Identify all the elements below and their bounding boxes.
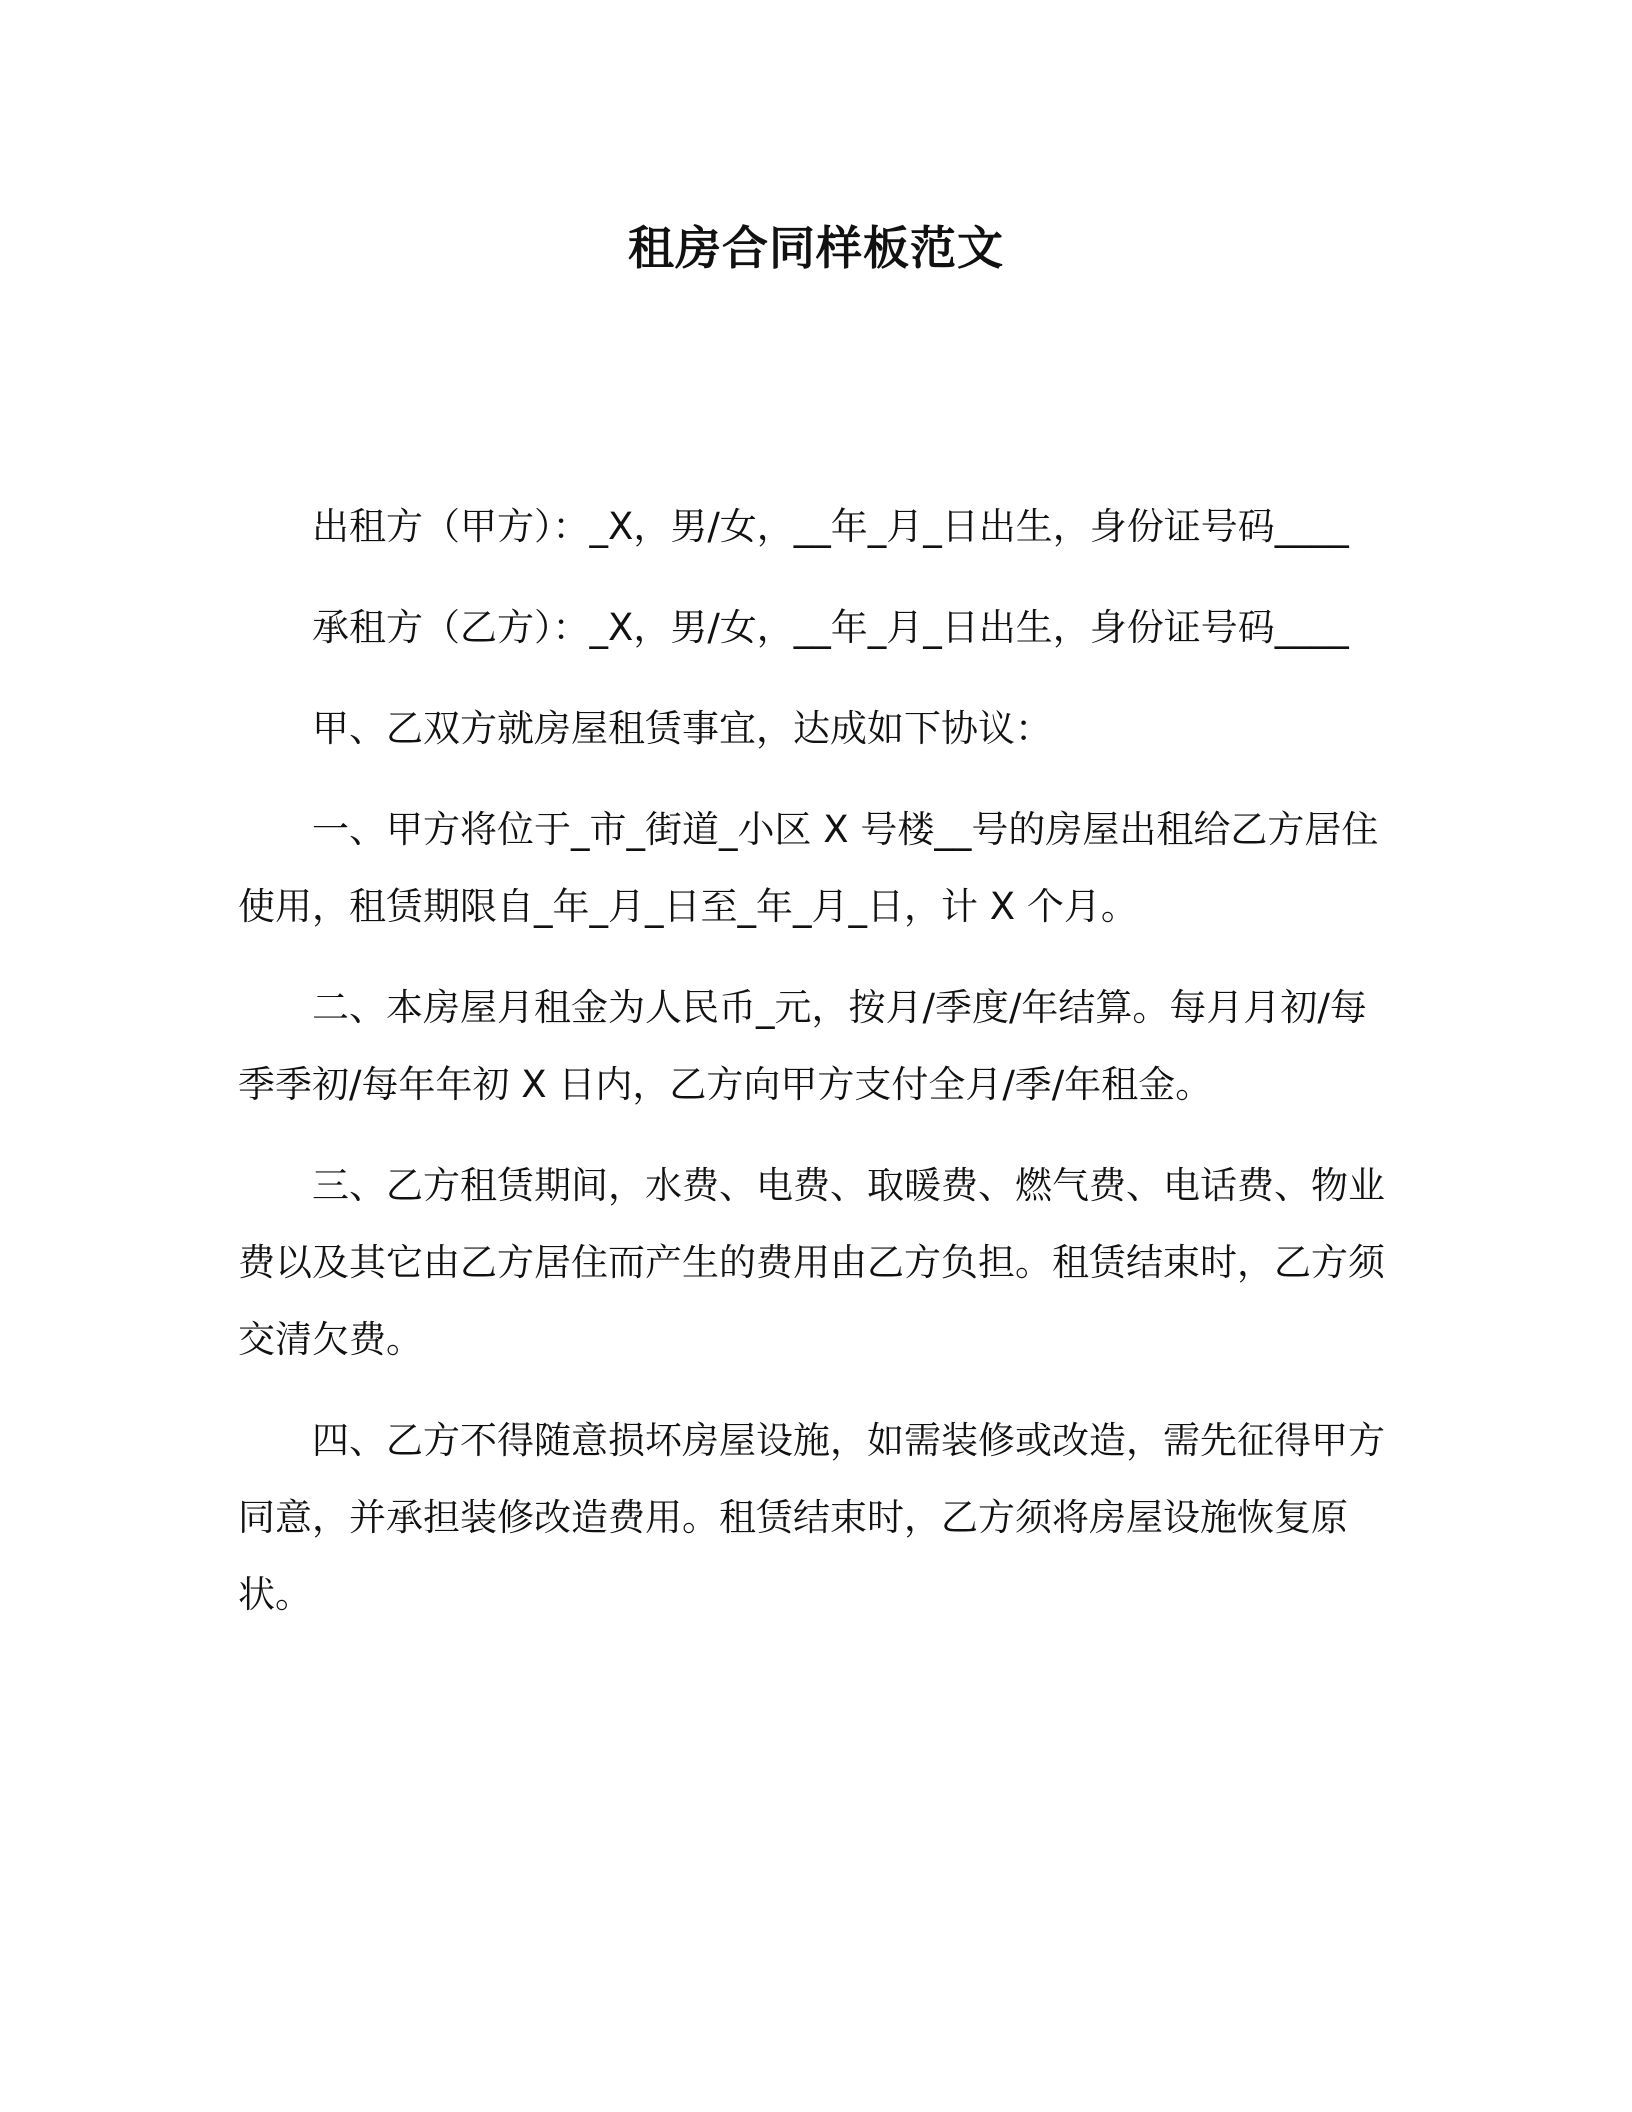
- paragraph-lessor: 出租方（甲方）：_X，男/女，__年_月_日出生，身份证号码____: [312, 505, 1349, 548]
- paragraph-clause-3: 三、乙方租赁期间，水费、电费、取暖费、燃气费、电话费、物业费以及其它由乙方居住而产生的费用由乙方负担。租赁结束时，乙方须交清欠费。: [238, 1164, 1385, 1361]
- paragraph-clause-2: 二、本房屋月租金为人民币_元，按月/季度/年结算。每月月初/每季季初/每年年初 X 日内，乙方向甲方支付全月/季/年租金。: [238, 986, 1367, 1106]
- paragraph-clause-4: 四、乙方不得随意损坏房屋设施，如需装修或改造，需先征得甲方同意，并承担装修改造费用。租赁结束时，乙方须将房屋设施恢复原状。: [238, 1419, 1385, 1616]
- paragraph-agreement-intro: 甲、乙双方就房屋租赁事宜，达成如下协议：: [312, 707, 1052, 750]
- document-body: [238, 488, 1400, 1633]
- paragraph-clause-1: 一、甲方将位于_市_街道_小区 X 号楼__号的房屋出租给乙方居住使用，租赁期限自_年_月_日至_年_月_日，计 X 个月。: [238, 808, 1379, 928]
- paragraph-lessee: 承租方（乙方）：_X，男/女，__年_月_日出生，身份证号码____: [312, 606, 1349, 649]
- document-title: 租房合同样板范文: [628, 221, 1004, 275]
